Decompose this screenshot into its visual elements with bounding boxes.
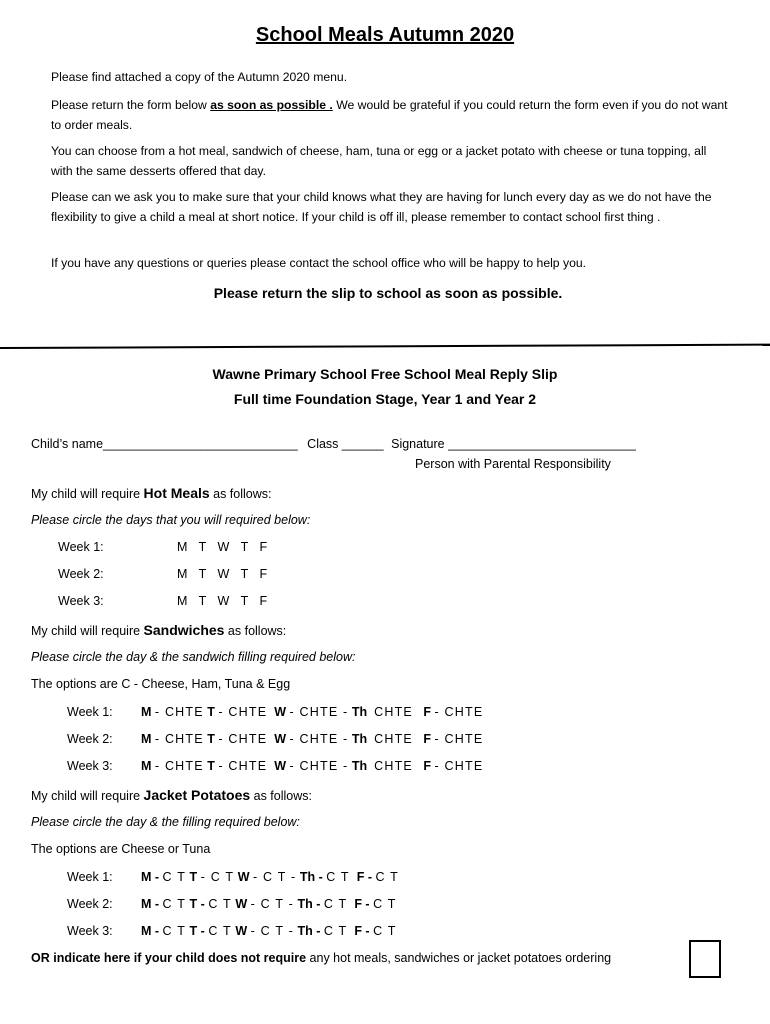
hot-week-3-label: Week 3: — [58, 594, 104, 608]
letter-paragraph-3: You can choose from a hot meal, sandwich of cheese, ham, tuna or egg or a jacket potato with cheese or tuna topping, all with the same desserts offered that day. — [51, 144, 707, 178]
letter-paragraph-2: Please return the form below as soon as possible . We would be grateful if you could return the form even if you do not want to order meals. — [51, 98, 728, 132]
hot-week-2-days[interactable]: M T W T F — [177, 567, 269, 581]
return-slip-emphasis: Please return the slip to school as soon as possible. — [213, 285, 563, 301]
signature-caption: Person with Parental Responsibility — [415, 457, 611, 471]
letter-paragraph-4: Please can we ask you to make sure that your child knows what they are having for lunch every day as we do not have the flexibility to give a child a meal at short notice. If your child is off ill, please remember to contact school first thing . — [51, 190, 712, 224]
jacket-week-3-row[interactable]: Week 3: M - C T T - C T W - C T - Th - C T F - C T — [67, 924, 397, 938]
sandwich-week-2-row[interactable]: Week 2: M - CHTE T - CHTE W - CHTE - Th CHTE F - CHTE — [67, 732, 484, 746]
opt-out-checkbox[interactable] — [689, 940, 721, 978]
jacket-week-1-row[interactable]: Week 1: M - C T T - C T W - C T - Th - C T F - C T — [67, 870, 399, 884]
hot-week-1-days[interactable]: M T W T F — [177, 540, 269, 554]
cut-line-divider — [0, 344, 770, 349]
as-soon-as-possible-emphasis: as soon as possible . — [210, 98, 333, 112]
letter-paragraph-1: Please find attached a copy of the Autumn 2020 menu. — [51, 70, 348, 84]
signature-field[interactable]: Signature ___________________________ — [391, 437, 636, 451]
sandwiches-instruction: Please circle the day & the sandwich filling required below: — [31, 650, 356, 664]
page-title: School Meals Autumn 2020 — [255, 24, 515, 46]
slip-heading: Wawne Primary School Free School Meal Reply Slip — [212, 366, 558, 382]
jacket-potatoes-instruction: Please circle the day & the filling required below: — [31, 815, 300, 829]
opt-out-line: OR indicate here if your child does not require any hot meals, sandwiches or jacket potatoes ordering — [31, 951, 612, 965]
slip-subheading: Full time Foundation Stage, Year 1 and Year 2 — [233, 391, 537, 407]
sandwiches-intro: My child will require Sandwiches as follows: — [31, 622, 287, 638]
jacket-potatoes-intro: My child will require Jacket Potatoes as follows: — [31, 787, 312, 803]
sandwich-week-1-row[interactable]: Week 1: M - CHTE T - CHTE W - CHTE - Th CHTE F - CHTE — [67, 705, 484, 719]
hot-meals-intro: My child will require Hot Meals as follows: — [31, 485, 272, 501]
hot-week-1-label: Week 1: — [58, 540, 104, 554]
details-line — [31, 437, 636, 451]
sandwiches-options: The options are C - Cheese, Ham, Tuna & Egg — [31, 677, 291, 691]
hot-week-2-label: Week 2: — [58, 567, 104, 581]
hot-week-3-days[interactable]: M T W T F — [177, 594, 269, 608]
jacket-potatoes-options: The options are Cheese or Tuna — [31, 842, 211, 856]
childs-name-field[interactable]: Child’s name____________________________ — [31, 437, 298, 451]
jacket-week-2-row[interactable]: Week 2: M - C T T - C T W - C T - Th - C T F - C T — [67, 897, 397, 911]
hot-meals-instruction: Please circle the days that you will required below: — [31, 513, 311, 527]
letter-paragraph-5: If you have any questions or queries please contact the school office who will be happy to help you. — [51, 256, 587, 270]
class-field[interactable]: Class ______ — [307, 437, 384, 451]
sandwich-week-3-row[interactable]: Week 3: M - CHTE T - CHTE W - CHTE - Th CHTE F - CHTE — [67, 759, 484, 773]
